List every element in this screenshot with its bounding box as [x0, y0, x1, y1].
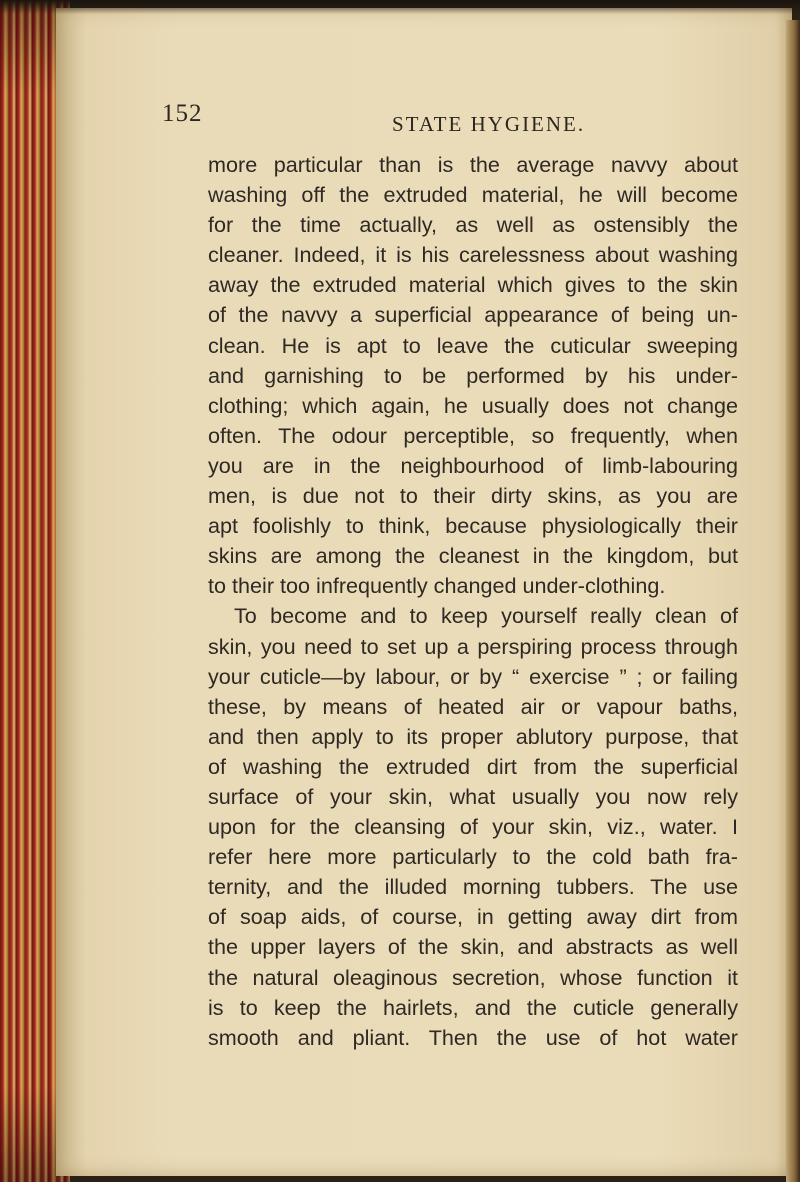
text-line: of the navvy a superficial appearance of being un- — [208, 302, 738, 328]
text-line: clothing; which again, he usually does not change — [208, 392, 738, 418]
text-line: and then apply to its proper ablutory purpose, that — [208, 723, 738, 749]
text-line: refer here more particularly to the cold bath fra- — [208, 844, 738, 870]
page-header — [162, 100, 722, 140]
text-line: of soap aids, of course, in getting away dirt from — [208, 904, 738, 930]
text-line: and garnishing to be performed by his under- — [208, 362, 738, 388]
page-right-edge — [786, 20, 800, 1182]
text-line: ternity, and the illuded morning tubbers. The use — [208, 874, 738, 900]
text-line: skins are among the cleanest in the kingdom, but — [208, 543, 738, 569]
paragraph-first-line: To become and to keep yourself really clean of — [234, 603, 738, 629]
text-line: upon for the cleansing of your skin, viz., water. I — [208, 814, 738, 840]
text-line: often. The odour perceptible, so frequently, when — [208, 422, 738, 448]
text-line: for the time actually, as well as ostensibly the — [208, 212, 738, 238]
running-head: STATE HYGIENE. — [392, 112, 586, 136]
text-line: skin, you need to set up a perspiring process through — [208, 633, 738, 659]
text-line: cleaner. Indeed, it is his carelessness about washing — [208, 242, 738, 268]
text-line: is to keep the hairlets, and the cuticle generally — [208, 994, 738, 1020]
text-line: of washing the extruded dirt from the superficial — [208, 753, 738, 779]
text-line: away the extruded material which gives to the skin — [208, 272, 738, 298]
text-line: smooth and pliant. Then the use of hot water — [208, 1024, 738, 1050]
text-line: your cuticle—by labour, or by “ exercise ” ; or failing — [208, 663, 738, 689]
text-line: surface of your skin, what usually you now rely — [208, 783, 738, 809]
text-line: you are in the neighbourhood of limb-labouring — [208, 452, 738, 478]
text-line: men, is due not to their dirty skins, as you are — [208, 483, 738, 509]
text-line: the natural oleaginous secretion, whose function it — [208, 964, 738, 990]
text-line: clean. He is apt to leave the cuticular sweeping — [208, 332, 738, 358]
text-line: the upper layers of the skin, and abstracts as well — [208, 934, 738, 960]
top-shadow — [0, 0, 800, 14]
text-line: apt foolishly to think, because physiologically their — [208, 513, 738, 539]
body-text — [208, 150, 738, 1053]
page-number: 152 — [162, 100, 203, 127]
text-line: more particular than is the average navvy about — [208, 152, 738, 177]
text-line: these, by means of heated air or vapour baths, — [208, 693, 738, 719]
paragraph-last-line: to their too infrequently changed under-clothing. — [208, 573, 666, 599]
text-line: washing off the extruded material, he will become — [208, 182, 738, 208]
